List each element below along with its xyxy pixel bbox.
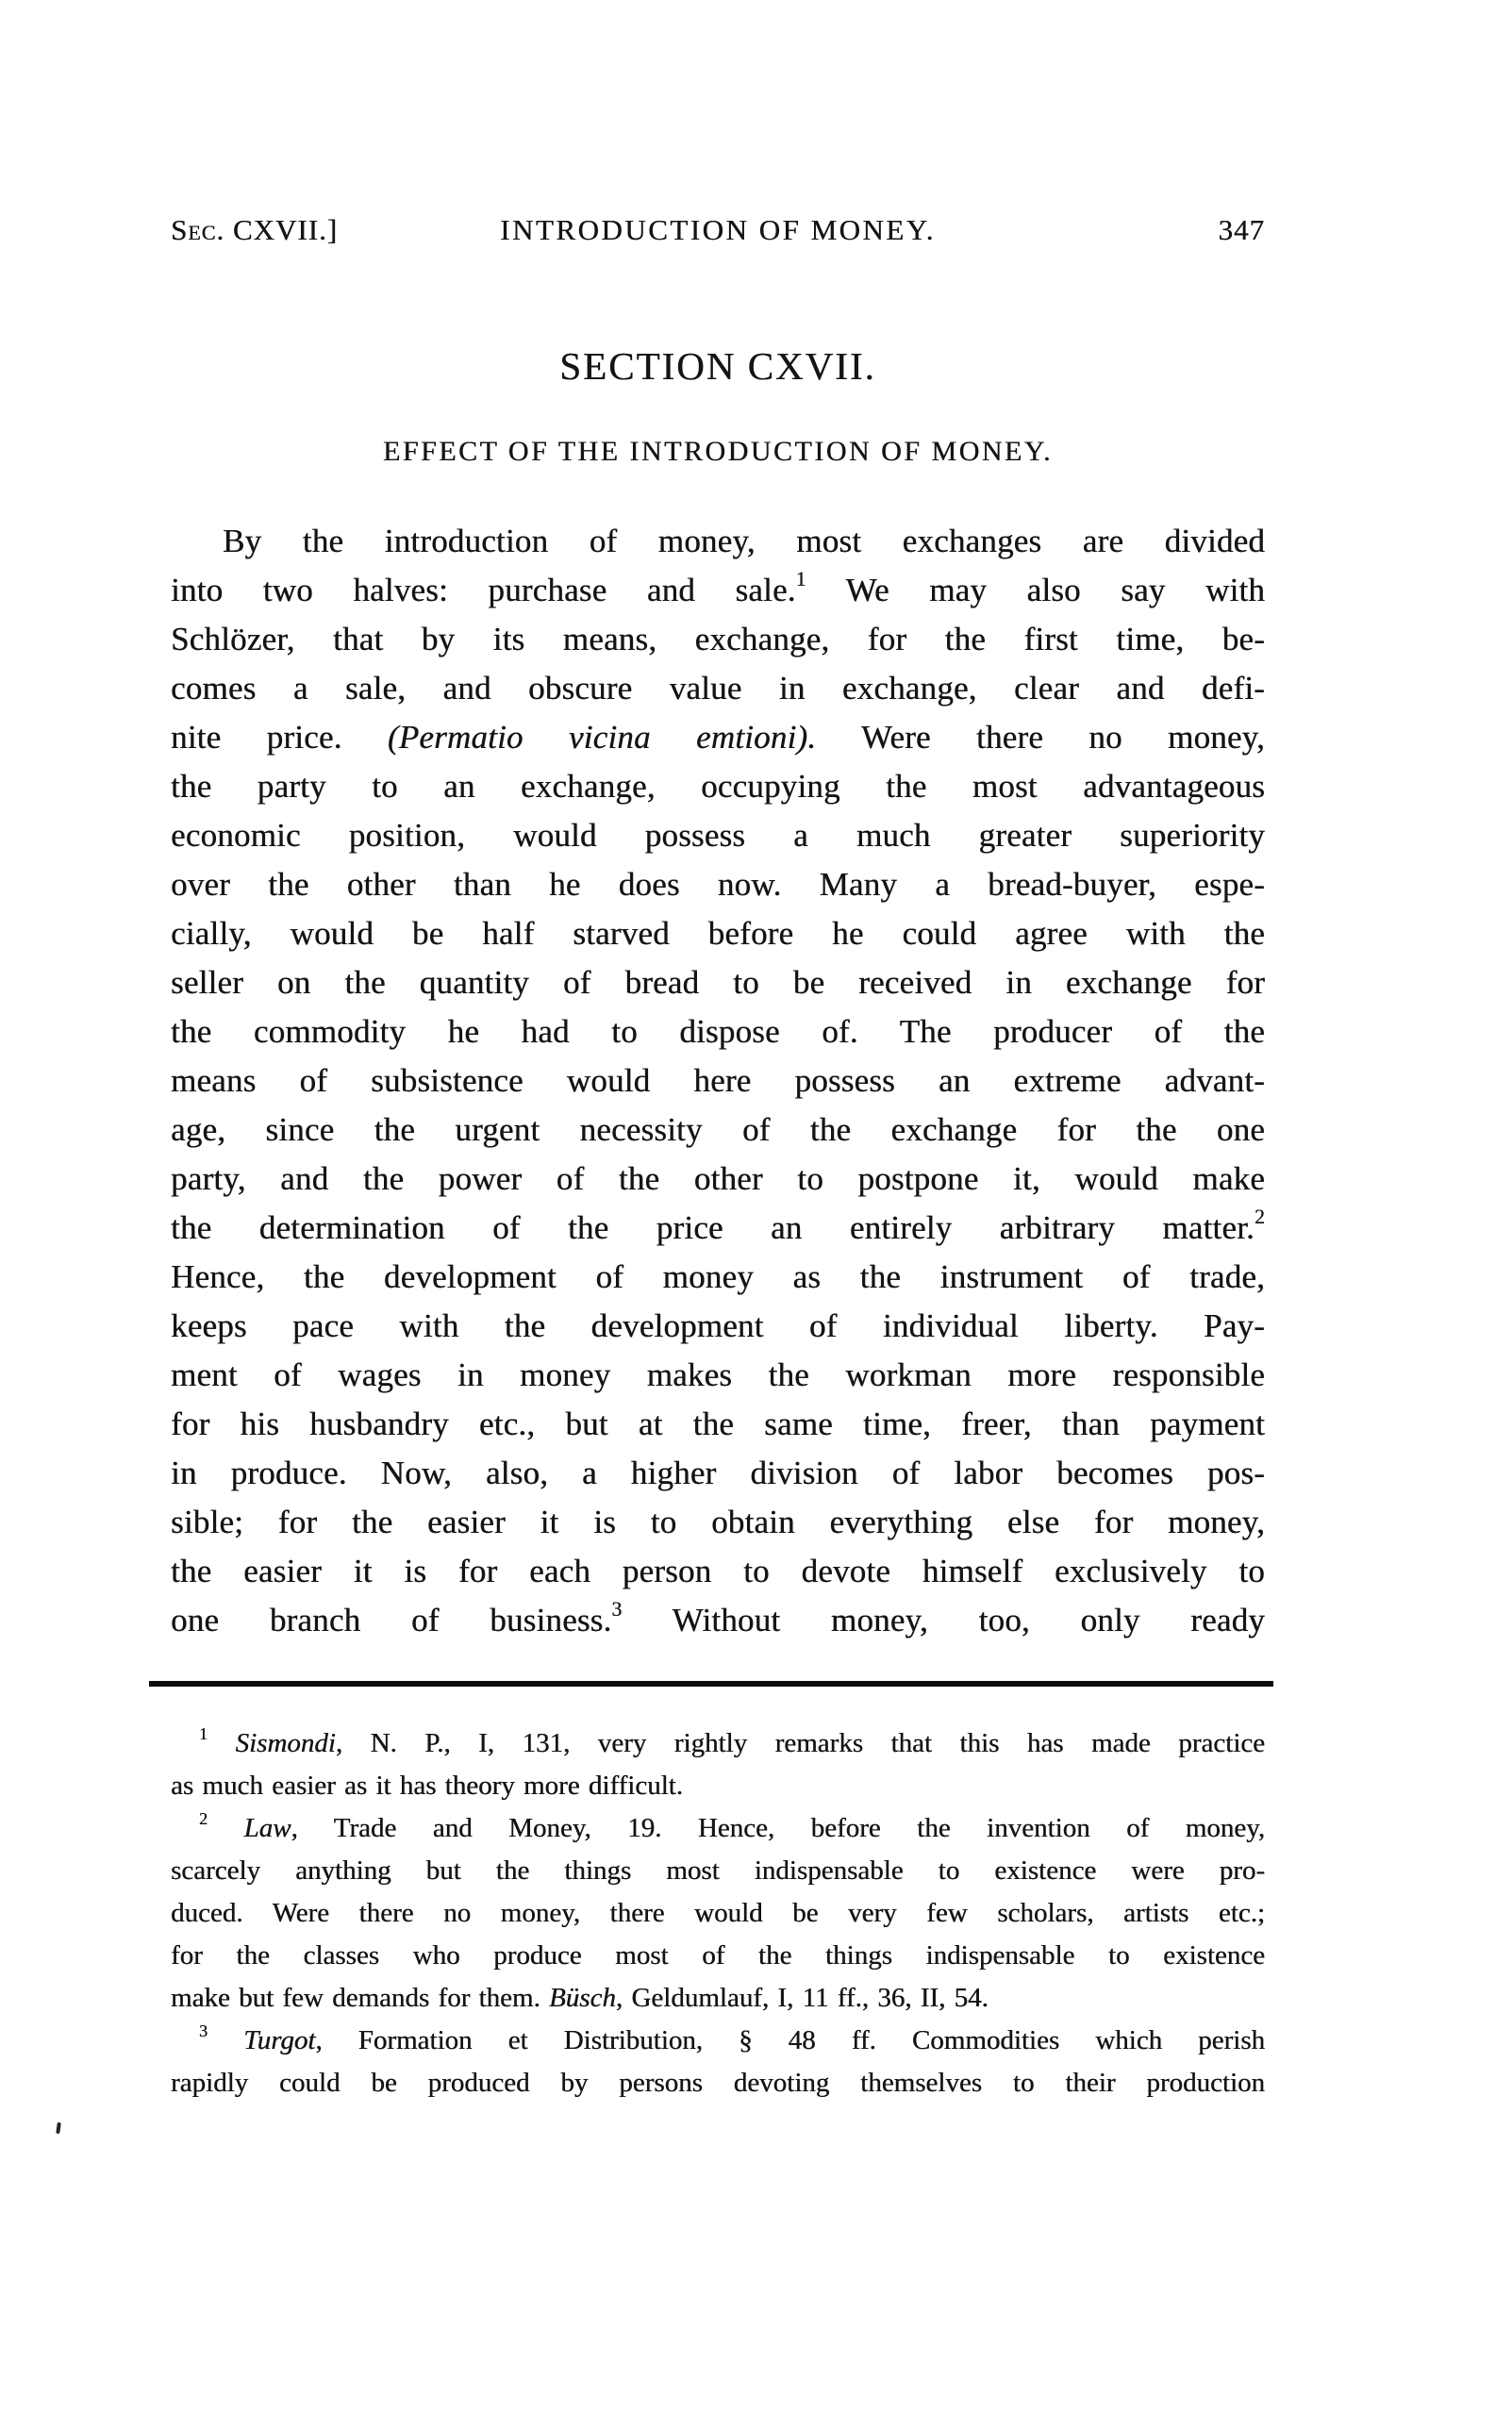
- text-run: Without money, too, only ready: [622, 1602, 1265, 1638]
- text-run: Schlözer, that by its means, exchange, for the first time, be-: [171, 621, 1265, 657]
- text-run: over the other than he does now. Many a bread-buyer, espe-: [171, 866, 1265, 903]
- scan-speck: [56, 2122, 61, 2134]
- text-run: Were there no money,: [816, 719, 1265, 756]
- body-line: [171, 1106, 1265, 1155]
- footnote-line: [171, 1892, 1265, 1935]
- body-line: [171, 566, 1265, 615]
- footnote-marker: 1: [199, 1723, 208, 1743]
- body-line: [171, 762, 1265, 811]
- text-run: comes a sale, and obscure value in exchange, clear and defi-: [171, 670, 1265, 707]
- body-line: [171, 1498, 1265, 1547]
- text-run: nite price.: [171, 719, 388, 756]
- text-run: economic position, would possess a much greater superiority: [171, 817, 1265, 854]
- text-run: rapidly could be produced by persons devoting themselves to their production: [171, 2068, 1265, 2098]
- text-run: , N. P., I, 131, very rightly remarks that this has made practice: [335, 1728, 1265, 1758]
- text-run: cially, would be half starved before he could agree with the: [171, 915, 1265, 952]
- body-line: [171, 1253, 1265, 1302]
- body-line: [171, 1400, 1265, 1449]
- footnotes: [171, 1722, 1265, 2104]
- footnote-line: [171, 1765, 1265, 1807]
- text-run: as much easier as it has theory more difficult.: [171, 1771, 683, 1801]
- body-line: [171, 1449, 1265, 1498]
- body-line: [171, 811, 1265, 860]
- body-line: [171, 1302, 1265, 1351]
- body-line: [171, 1007, 1265, 1056]
- text-run: duced. Were there no money, there would be very few scholars, artists etc.;: [171, 1898, 1265, 1928]
- text-run: make but few demands for them.: [171, 1983, 549, 2013]
- footnote-line: [171, 2062, 1265, 2104]
- italic-term: Büsch: [548, 1983, 616, 2013]
- text-run: for his husbandry etc., but at the same time, freer, than payment: [171, 1406, 1265, 1442]
- italic-term: Law: [243, 1813, 291, 1843]
- text-run: age, since the urgent necessity of the exchange for the one: [171, 1111, 1265, 1148]
- text-run: , Geldumlauf, I, 11 ff., 36, II, 54.: [615, 1983, 989, 2013]
- body-line: [171, 664, 1265, 713]
- footnote: [171, 1807, 1265, 2020]
- text-run: By the introduction of money, most exchanges are divided: [223, 523, 1265, 559]
- footnote-line: [171, 1850, 1265, 1892]
- body-line: [171, 1596, 1265, 1645]
- body-line: [171, 1351, 1265, 1400]
- italic-term: (Permatio vicina emtioni).: [387, 719, 817, 756]
- body-line: [171, 1056, 1265, 1106]
- footnote: [171, 1722, 1265, 1807]
- text-run: means of subsistence would here possess an extreme advant-: [171, 1062, 1265, 1099]
- footnote-line: [171, 2020, 1265, 2062]
- footnote-line: [171, 1935, 1265, 1977]
- text-run: party, and the power of the other to postpone it, would make: [171, 1160, 1265, 1197]
- body-line: [171, 958, 1265, 1007]
- body-line: [171, 860, 1265, 909]
- section-label: Sec. CXVII.]: [171, 213, 339, 246]
- body-line: [171, 517, 1265, 566]
- text-run: Hence, the development of money as the instrument of trade,: [171, 1258, 1265, 1295]
- text-run: seller on the quantity of bread to be received in exchange for: [171, 964, 1265, 1001]
- text-run: the determination of the price an entirely arbitrary matter.: [171, 1209, 1254, 1246]
- page-number: 347: [1218, 213, 1265, 246]
- section-heading: SECTION CXVII.: [559, 344, 876, 388]
- footnote-line: [171, 1722, 1265, 1765]
- footnote-marker: 1: [795, 568, 806, 591]
- body-line: [171, 1204, 1265, 1253]
- running-title: INTRODUCTION OF MONEY.: [500, 213, 936, 246]
- body-line: [171, 1155, 1265, 1204]
- body-line: [171, 909, 1265, 958]
- page-header: [171, 213, 1265, 255]
- footnote-marker: 2: [199, 1808, 208, 1828]
- body-line: [171, 615, 1265, 664]
- body-line: [171, 1547, 1265, 1596]
- footnote: [171, 2020, 1265, 2104]
- footnote-rule: [149, 1681, 1273, 1687]
- body-line: [171, 713, 1265, 762]
- italic-term: Sismondi: [235, 1728, 336, 1758]
- text-run: We may also say with: [806, 572, 1266, 608]
- text-run: [208, 2025, 243, 2055]
- section-subheading: EFFECT OF THE INTRODUCTION OF MONEY.: [382, 436, 1054, 467]
- text-run: , Formation et Distribution, § 48 ff. Commodities which perish: [315, 2025, 1266, 2055]
- text-run: scarcely anything but the things most indispensable to existence were pro-: [171, 1855, 1265, 1886]
- text-run: the easier it is for each person to devote himself exclusively to: [171, 1553, 1265, 1589]
- footnote-line: [171, 1977, 1265, 2020]
- body-paragraph: [171, 517, 1265, 1645]
- text-run: , Trade and Money, 19. Hence, before the invention of money,: [291, 1813, 1265, 1843]
- text-run: the commodity he had to dispose of. The producer of the: [171, 1013, 1265, 1050]
- footnote-line: [171, 1807, 1265, 1850]
- text-run: the party to an exchange, occupying the most advantageous: [171, 768, 1265, 805]
- text-run: [208, 1813, 243, 1843]
- text-run: for the classes who produce most of the things indispensable to existence: [171, 1940, 1265, 1971]
- text-run: sible; for the easier it is to obtain everything else for money,: [171, 1504, 1265, 1540]
- text-run: one branch of business.: [171, 1602, 612, 1638]
- text-run: into two halves: purchase and sale.: [171, 572, 796, 608]
- italic-term: Turgot: [243, 2025, 316, 2055]
- text-run: keeps pace with the development of individual liberty. Pay-: [171, 1307, 1265, 1344]
- footnote-marker: 3: [611, 1598, 623, 1622]
- text-run: ment of wages in money makes the workman more responsible: [171, 1356, 1265, 1393]
- footnote-marker: 2: [1254, 1206, 1265, 1229]
- text-run: [208, 1728, 235, 1758]
- footnote-marker: 3: [199, 2021, 208, 2040]
- text-run: in produce. Now, also, a higher division of labor becomes pos-: [171, 1455, 1265, 1491]
